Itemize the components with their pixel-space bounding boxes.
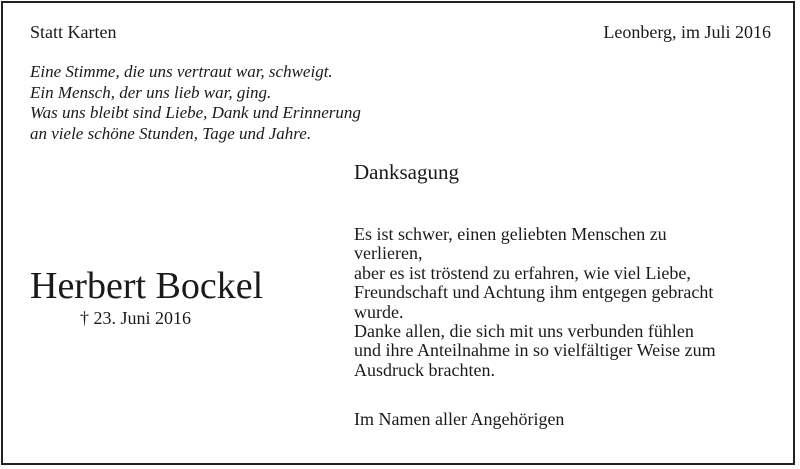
poem: [30, 62, 361, 144]
message-line: wurde.: [354, 301, 404, 322]
message-line: Danke allen, die sich mit uns verbunden fühlen: [354, 321, 694, 342]
message-line: aber es ist tröstend zu erfahren, wie viel Liebe,: [354, 262, 691, 283]
poem-line: Ein Mensch, der uns lieb war, ging.: [30, 82, 272, 102]
message-line: und ihre Anteilnahme in so vielfältiger Weise zum: [354, 340, 716, 361]
header-statt-karten: Statt Karten: [30, 22, 117, 42]
deceased-name: Herbert Bockel: [30, 265, 264, 307]
thanks-title: Danksagung: [354, 160, 459, 184]
death-date: † 23. Juni 2016: [80, 308, 192, 328]
message-line: Ausdruck brachten.: [354, 359, 495, 380]
thanks-message: [354, 225, 716, 380]
message-line: Freundschaft und Achtung ihm entgegen gebracht: [354, 282, 714, 303]
poem-line: an viele schöne Stunden, Tage und Jahre.: [30, 123, 312, 143]
message-line: Es ist schwer, einen geliebten Menschen zu: [354, 224, 667, 244]
header-place-date: Leonberg, im Juli 2016: [603, 22, 771, 42]
poem-line: Eine Stimme, die uns vertraut war, schweigt.: [30, 62, 333, 81]
poem-line: Was uns bleibt sind Liebe, Dank und Erinnerung: [30, 103, 361, 122]
message-line: verlieren,: [354, 243, 423, 264]
signature: Im Namen aller Angehörigen: [354, 409, 565, 429]
